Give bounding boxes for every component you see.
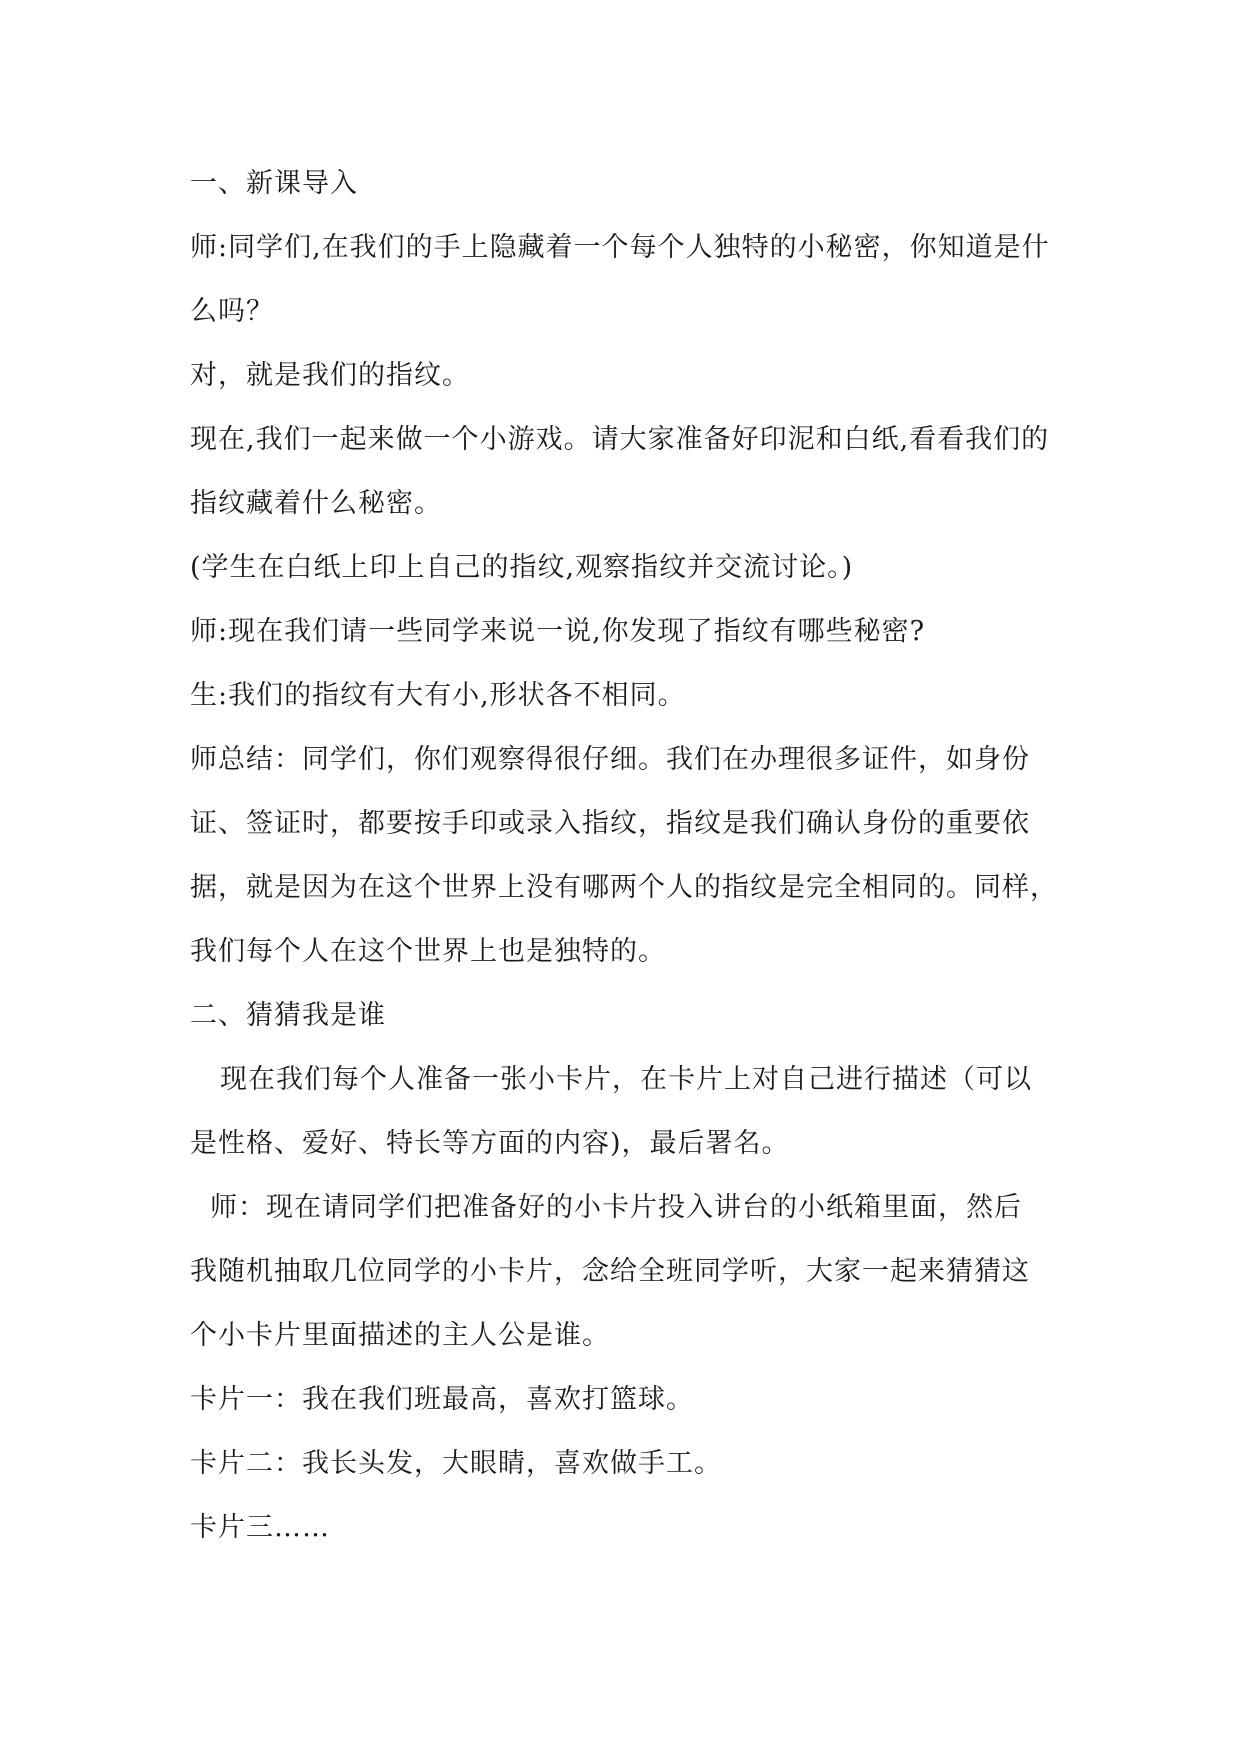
lesson-text	[190, 152, 1090, 1560]
paragraph-line: 师:现在我们请一些同学来说一说,你发现了指纹有哪些秘密?	[190, 616, 926, 647]
paragraph-line: 是性格、爱好、特长等方面的内容)，最后署名。	[190, 1128, 790, 1159]
paragraph-line: 指纹藏着什么秘密。	[190, 488, 442, 519]
paragraph-line: 我随机抽取几位同学的小卡片，念给全班同学听，大家一起来猜猜这	[190, 1256, 1030, 1287]
paragraph-line: 对，就是我们的指纹。	[190, 360, 470, 391]
paragraph-line: 我们每个人在这个世界上也是独特的。	[190, 936, 666, 967]
paragraph-line: 生:我们的指纹有大有小,形状各不相同。	[190, 680, 686, 711]
section-heading-guess: 二、猜猜我是谁	[190, 1000, 386, 1031]
card-line: 卡片二：我长头发，大眼睛，喜欢做手工。	[190, 1448, 722, 1479]
paragraph-line: 现在我们每个人准备一张小卡片，在卡片上对自己进行描述（可以	[220, 1064, 1032, 1095]
section-heading-intro: 一、新课导入	[190, 168, 358, 199]
paragraph-line: 么吗？	[190, 296, 274, 327]
paragraph-line: (学生在白纸上印上自己的指纹,观察指纹并交流讨论。)	[190, 552, 854, 583]
paragraph-line: 个小卡片里面描述的主人公是谁。	[190, 1320, 610, 1351]
paragraph-line: 师:同学们,在我们的手上隐藏着一个每个人独特的小秘密，你知道是什	[190, 232, 1050, 263]
card-line: 卡片一：我在我们班最高，喜欢打篮球。	[190, 1384, 694, 1415]
paragraph-line: 证、签证时，都要按手印或录入指纹，指纹是我们确认身份的重要依	[190, 808, 1030, 839]
paragraph-line: 师：现在请同学们把准备好的小卡片投入讲台的小纸箱里面，然后	[210, 1192, 1022, 1223]
paragraph-line: 据，就是因为在这个世界上没有哪两个人的指纹是完全相同的。同样，	[190, 872, 1058, 903]
card-line: 卡片三……	[190, 1512, 330, 1543]
paragraph-line: 师总结：同学们，你们观察得很仔细。我们在办理很多证件，如身份	[190, 744, 1030, 775]
paragraph-line: 现在,我们一起来做一个小游戏。请大家准备好印泥和白纸,看看我们的	[190, 424, 1050, 455]
